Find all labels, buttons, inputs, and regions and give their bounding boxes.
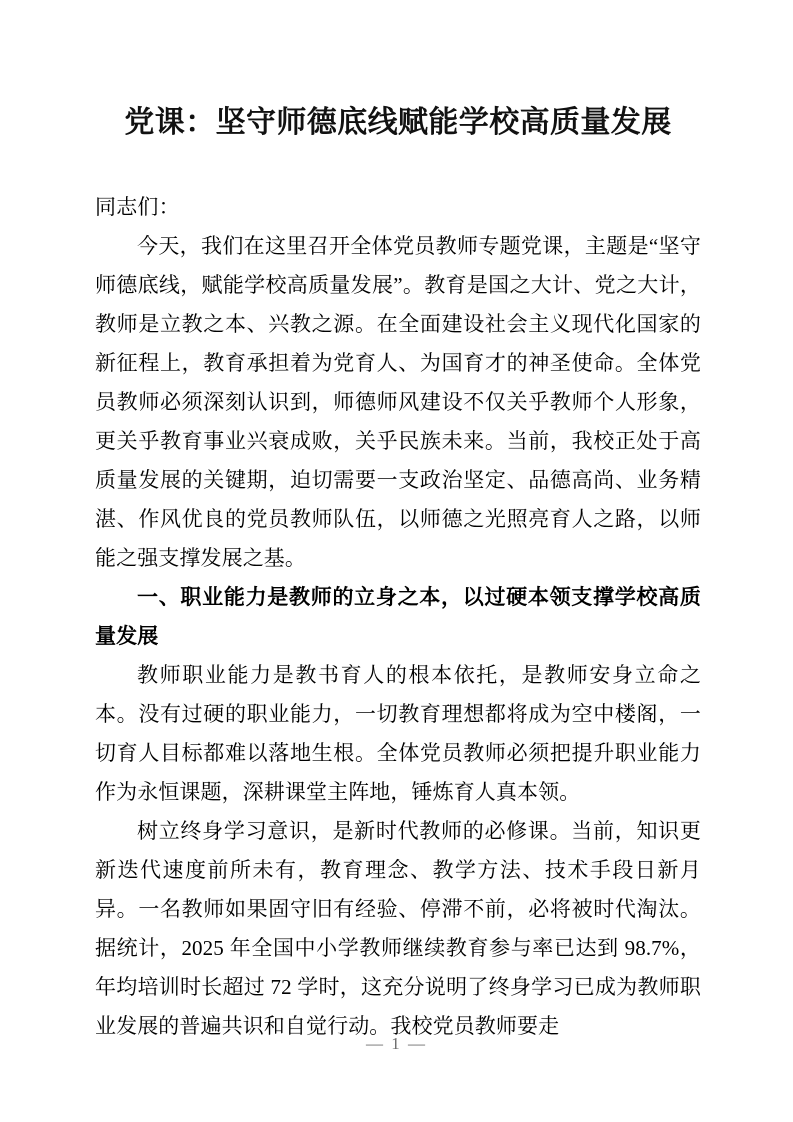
paragraph-lifelong-learning: 树立终身学习意识，是新时代教师的必修课。当前，知识更新迭代速度前所未有，教育理念、教学方法、技术手段日新月异。一名教师如果固守旧有经验、停滞不前，必将被时代淘汰。据统计，2025 年全国中小学教师继续教育参与率已达到 98.7%，年均培训时长超过 72 学时，这充分说明了终身学习已成为教师职业发展的普遍共识和自觉行动。我校党员教师要走 (95, 819, 701, 1038)
paragraph-professional-ability: 教师职业能力是教书育人的根本依托，是教师安身立命之本。没有过硬的职业能力，一切教育理想都将成为空中楼阁，一切育人目标都难以落地生根。全体党员教师必须把提升职业能力作为永恒课题，深耕课堂主阵地，锤炼育人真本领。 (95, 663, 701, 804)
page-title: 党课：坚守师德底线赋能学校高质量发展 (124, 106, 672, 139)
document-body (95, 0, 701, 1046)
salutation: 同志们： (95, 195, 180, 219)
paragraph-intro: 今天，我们在这里召开全体党员教师专题党课，主题是“坚守师德底线，赋能学校高质量发展”。教育是国之大计、党之大计，教师是立教之本、兴教之源。在全面建设社会主义现代化国家的新征程上，教育承担着为党育人、为国育才的神圣使命。全体党员教师必须深刻认识到，师德师风建设不仅关乎教师个人形象，更关乎教育事业兴衰成败，关乎民族未来。当前，我校正处于高质量发展的关键期，迫切需要一支政治坚定、品德高尚、业务精湛、作风优良的党员教师队伍，以师德之光照亮育人之路，以师能之强支撑发展之基。 (95, 234, 701, 570)
page-number-footer: — 1 — (366, 1034, 427, 1053)
section-heading-one: 一、职业能力是教师的立身之本，以过硬本领支撑学校高质量发展 (95, 586, 701, 648)
